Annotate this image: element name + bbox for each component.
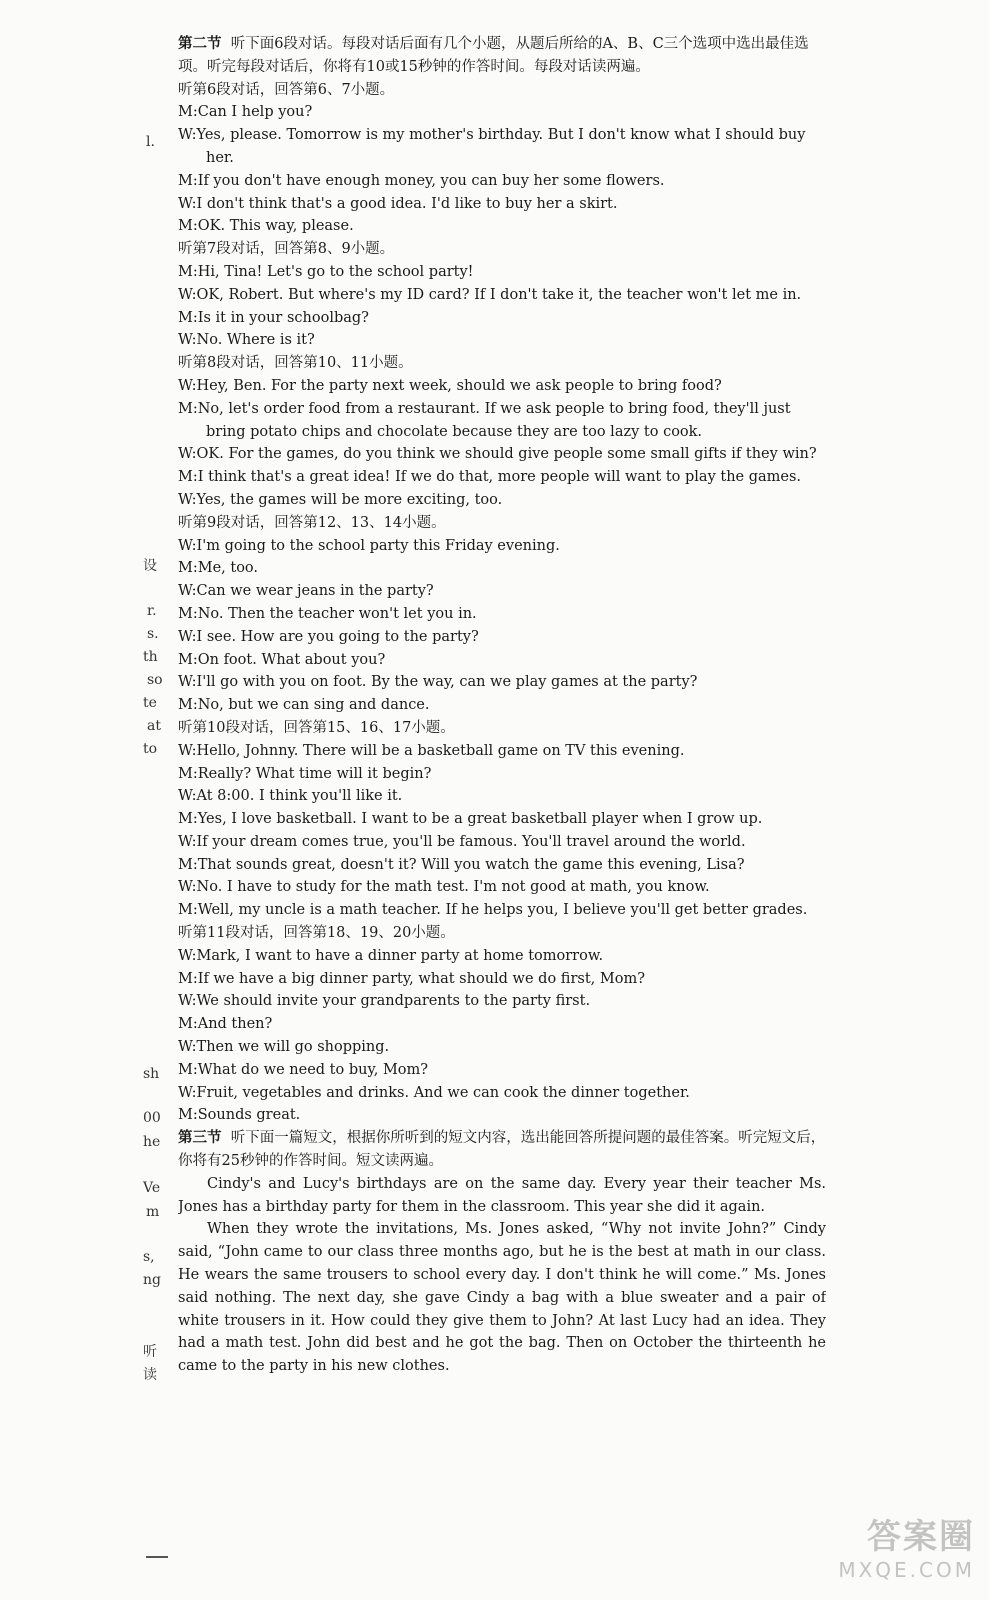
dialogue-line: M:Yes, I love basketball. I want to be a great basketball player when I grow up. [178, 811, 763, 828]
margin-fragment: sh [143, 1066, 160, 1082]
margin-fragment: m [146, 1204, 160, 1220]
dialogue-line: W:Yes, please. Tomorrow is my mother's birthday. But I don't know what I should buy her. [178, 127, 806, 166]
dialogue-line: W:We should invite your grandparents to the party first. [178, 993, 591, 1010]
dialogue-line: M:OK. This way, please. [178, 218, 354, 235]
section-3-title: 第三节 [178, 1129, 222, 1147]
dialogue-line: W:Can we wear jeans in the party? [178, 583, 434, 600]
margin-fragment: Ve [143, 1180, 161, 1196]
dialogue-line: W:Yes, the games will be more exciting, too. [178, 491, 503, 508]
dialogue-line: M:If we have a big dinner party, what should we do first, Mom? [178, 970, 645, 987]
dialogue-line: M:Really? What time will it begin? [178, 765, 432, 782]
dialogue-list [178, 79, 826, 1128]
watermark-url: MXQE.COM [838, 1558, 975, 1582]
dialogue-line: M:No, let's order food from a restaurant. If we ask people to bring food, they'll just bring potato chips and chocolate because they are too lazy to cook. [178, 400, 791, 440]
dialogue-heading: 听第7段对话，回答第8、9小题。 [178, 241, 395, 258]
dialogue-line: W:Mark, I want to have a dinner party at home tomorrow. [178, 947, 604, 964]
margin-fragment: at [147, 718, 161, 734]
dialogue-heading: 听第9段对话，回答第12、13、14小题。 [178, 514, 446, 531]
dialogue-heading: 听第6段对话，回答第6、7小题。 [178, 81, 395, 98]
margin-fragment: 设 [143, 558, 157, 574]
dialogue-line: W:I don't think that's a good idea. I'd like to buy her a skirt. [178, 195, 618, 212]
margin-fragment: th [143, 649, 158, 665]
watermark-title: 答案圈 [867, 1517, 975, 1557]
dialogue-line: M:Is it in your schoolbag? [178, 309, 369, 326]
dialogue-line: W:No. Where is it? [178, 332, 315, 349]
margin-fragment: r. [147, 603, 157, 619]
dialogue-line: M:Can I help you? [178, 104, 313, 121]
margin-fragment: ng [143, 1272, 161, 1288]
margin-fragment: s. [147, 626, 159, 642]
dialogue-line: W:Fruit, vegetables and drinks. And we can cook the dinner together. [178, 1084, 690, 1101]
passage-paragraph-1: Cindy's and Lucy's birthdays are on the same day. Every year their teacher Ms. Jones has a birthday party for them in the classroom. This year she did it again. [178, 1175, 826, 1215]
section-3-header [178, 1127, 826, 1173]
margin-fragment: l. [146, 134, 155, 150]
section-2-title: 第二节 [178, 35, 222, 52]
margin-fragment: to [143, 741, 158, 757]
passage-paragraph-2: When they wrote the invitations, Ms. Jones asked, “Why not invite John?” Cindy said, “John came to our class three months ago, but he is the best at math in our class. He wears the same trousers to school every day. I don't think he will come.” Ms. Jones said nothing. The next day, she gave Cindy a bag with a blue sweater and a pair of white trousers in it. How could they give them to John? At last Lucy had an idea. They had a math test. John did best and he got the bag. Then on October the thirteenth he came to the party in his new clothes. [178, 1221, 826, 1375]
dialogue-line: M:No, but we can sing and dance. [178, 697, 430, 714]
margin-fragment: 00 [143, 1110, 161, 1126]
dialogue-line: M:Me, too. [178, 560, 259, 577]
dialogue-line: M:Well, my uncle is a math teacher. If he helps you, I believe you'll get better grades. [178, 902, 808, 919]
dialogue-line: W:I see. How are you going to the party? [178, 628, 479, 645]
dialogue-line: M:And then? [178, 1016, 273, 1033]
dialogue-line: W:Hey, Ben. For the party next week, should we ask people to bring food? [178, 377, 722, 394]
margin-fragment: 读 [143, 1367, 157, 1383]
section-2-header [178, 33, 826, 79]
dialogue-line: M:If you don't have enough money, you can buy her some flowers. [178, 172, 665, 189]
watermark-logo [838, 1509, 975, 1582]
dialogue-line: M:Sounds great. [178, 1107, 301, 1124]
dialogue-line: M:What do we need to buy, Mom? [178, 1061, 429, 1078]
dialogue-heading: 听第10段对话，回答第15、16、17小题。 [178, 719, 455, 736]
dialogue-line: W:I'm going to the school party this Friday evening. [178, 537, 560, 554]
dialogue-line: W:Then we will go shopping. [178, 1039, 390, 1056]
page-body [178, 33, 826, 1378]
margin-fragment: te [143, 695, 157, 711]
dialogue-heading: 听第11段对话，回答第18、19、20小题。 [178, 925, 455, 942]
dialogue-line: W:I'll go with you on foot. By the way, can we play games at the party? [178, 674, 698, 691]
margin-fragment: so [147, 672, 163, 688]
dialogue-line: W:Hello, Johnny. There will be a basketball game on TV this evening. [178, 742, 685, 759]
dialogue-line: W:No. I have to study for the math test. I'm not good at math, you know. [178, 879, 710, 896]
margin-fragment: s, [143, 1249, 155, 1265]
dialogue-line: W:If your dream comes true, you'll be famous. You'll travel around the world. [178, 833, 746, 850]
dialogue-line: W:OK, Robert. But where's my ID card? If I don't take it, the teacher won't let me in. [178, 286, 802, 303]
dialogue-line: M:I think that's a great idea! If we do that, more people will want to play the games. [178, 469, 802, 486]
dialogue-line: M:That sounds great, doesn't it? Will you watch the game this evening, Lisa? [178, 856, 745, 873]
section-3-instructions: 听下面一篇短文，根据你所听到的短文内容，选出能回答所提问题的最佳答案。听完短文后，你将有25秒钟的作答时间。短文读两遍。 [178, 1130, 826, 1170]
page-footer-rule [146, 1556, 168, 1558]
dialogue-line: W:At 8:00. I think you'll like it. [178, 788, 403, 805]
margin-fragment: 听 [143, 1344, 157, 1360]
dialogue-line: M:Hi, Tina! Let's go to the school party! [178, 263, 474, 280]
dialogue-line: M:On foot. What about you? [178, 651, 386, 668]
margin-fragment: he [143, 1134, 161, 1150]
section-2-instructions: 听下面6段对话。每段对话后面有几个小题，从题后所给的A、B、C三个选项中选出最佳选项。听完每段对话后，你将有10或15秒钟的作答时间。每段对话读两遍。 [178, 36, 809, 75]
dialogue-line: W:OK. For the games, do you think we should give people some small gifts if they win? [178, 446, 817, 463]
dialogue-line: M:No. Then the teacher won't let you in. [178, 605, 477, 622]
dialogue-heading: 听第8段对话，回答第10、11小题。 [178, 355, 413, 372]
